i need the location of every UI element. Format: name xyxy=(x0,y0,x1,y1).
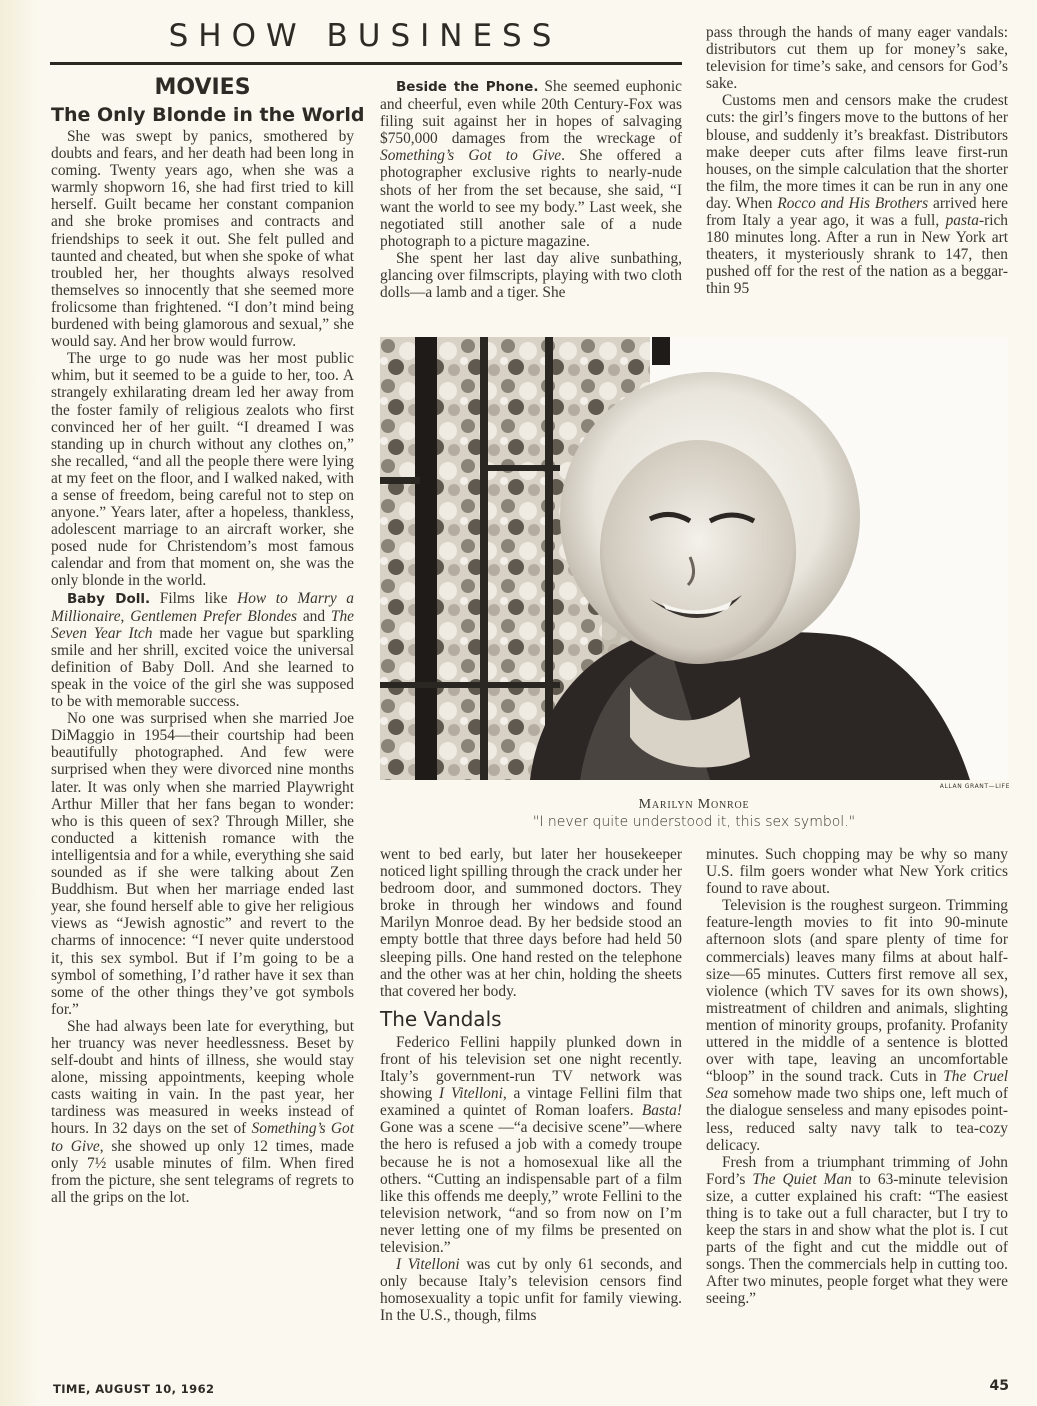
text-run: , she showed up only 12 times, made only 7½ usable minutes of film. When fired from the picture, she sent telegrams of regrets to all the grips on the lot. xyxy=(51,1137,354,1206)
film-title: The Cruel Sea xyxy=(706,1068,1008,1103)
column-3 xyxy=(706,24,1008,298)
paragraph xyxy=(380,1034,682,1256)
text-run: and xyxy=(296,607,331,625)
text-run: Fresh from a triumphant trimming of John Ford’s xyxy=(706,1153,1008,1188)
photo-caption-quote: "I never quite understood it, this sex symbol." xyxy=(532,814,856,830)
column-1 xyxy=(51,128,354,1206)
marilyn-monroe-photo xyxy=(380,337,1008,780)
text-run: arrived here from Italy a year ago, it was a full, xyxy=(706,194,1008,230)
film-title: Something’s Got to Give xyxy=(380,147,562,165)
text-run: , a vintage Fellini film that examined a quintet of Roman loafers. xyxy=(380,1085,682,1120)
film-title: Something’s Got to Give xyxy=(51,1120,354,1155)
film-title: Rocco and His Brothers xyxy=(777,194,929,212)
italic-word: Basta! xyxy=(641,1102,682,1120)
film-title: The Seven Year Itch xyxy=(51,607,354,642)
paragraph xyxy=(380,1256,682,1324)
text-run: , xyxy=(120,607,131,625)
film-title: The Quiet Man xyxy=(752,1170,852,1188)
text-run: was cut by only 61 seconds, and only because Italy’s television censors find homosexuality a topic unfit for family viewing. In the U.S., though, films xyxy=(380,1256,682,1325)
paragraph: pass through the hands of many eager vandals: distributors cut them up for money’s sake, television for time’s sake, and censors for God’s sake. xyxy=(706,24,1008,93)
column-4 xyxy=(380,846,682,1324)
title-rule xyxy=(50,62,682,65)
publication-date-footer: TIME, AUGUST 10, 1962 xyxy=(53,1382,215,1396)
text-run: Customs men and censors make the crudest cuts: the girl’s fingers move to the buttons of her blouse, and suddenly it’s breakfast. Distributors make deeper cuts after films leave first-run houses, on the simple calculation that the shorter the film, the more times it can be run in any one day. When xyxy=(706,92,1008,212)
column-2 xyxy=(380,78,682,301)
department-heading: MOVIES xyxy=(154,75,251,100)
paragraph: She was swept by panics, smothered by doubts and fears, and her death had been long in coming. Twenty years ago, when she was a warmly shopworn 16, she had first tried to kill herself. Guilt became her constant companion and she broke promises and contracts and friendships to seek it out. She felt pulled and taunted and cheated, but when she spoke of what troubled her, her thoughts always resolved themselves so innocently that she seemed more frolicsome than frightened. “I don’t mind being burdened with being glamorous and sexual,” she would say. And her brow would furrow. xyxy=(51,128,354,351)
photo-caption-name: Marilyn Monroe xyxy=(638,797,750,812)
text-run: She had always been late for everything, but her truancy was never heedlessness. Beset by self-doubt and hints of illness, she would stay alone, missing appointments, keeping whole casts waiting in vain. In the past year, her tardiness was measured in weeks instead of hours. In 32 days on the set of xyxy=(51,1017,354,1138)
paragraph xyxy=(706,92,1008,297)
paragraph: minutes. Such chopping may be why so many U.S. film goers wonder what New York critics found to rave about. xyxy=(706,846,1008,898)
text-run: She seemed euphonic and cheerful, even while 20th Century-Fox was filing suit against her in hopes of salvaging $750,000 damages from the wreckage of xyxy=(380,78,682,148)
paragraph: The urge to go nude was her most public whim, but it seemed to be a guide to her, too. A strangely exhilarating dream led her away from the foster family of religious zealots who first convinced her of her guilt. “I dreamed I was standing up in church without any clothes on,” she recalled, “and all the people there were lying at my feet on the floor, and I walked naked, with a sense of freedom, being careful not to step on anyone.” Years later, after a hopeless, thankless, adolescent marriage to an aircraft worker, she posed nude for Christendom’s most famous calendar and from that moment on, she was the only blonde in the world. xyxy=(51,350,354,590)
film-title: Gentlemen Prefer Blondes xyxy=(130,607,297,625)
text-run: . She offered a photographer exclusive rights to nearly-nude shots of her from the set because, she said, “I want the world to see my body.” Last week, she negotiated still another sale of a nude photograph to a picture magazine. xyxy=(380,147,682,250)
paragraph: She spent her last day alive sunbathing, glancing over filmscripts, playing with two cloth dolls—a lamb and a tiger. She xyxy=(380,249,682,302)
text-run: made her vague but sparkling smile and her shrill, excited voice the universal definition of Baby Doll. And she learned to speak in the voice of the girl she was supposed to be with memorable success. xyxy=(51,624,354,711)
text-run: -rich 180 minutes long. After a run in New York art theaters, it mysteriously shrank to 147, then pushed off for the rest of the nation as a beggar-thin 95 xyxy=(706,212,1008,298)
paragraph xyxy=(706,897,1008,1153)
paragraph: No one was surprised when she married Joe DiMaggio in 1954—their courtship had been beautifully photographed. And few were surprised when they were divorced nine months later. It was only when she married Playwright Arthur Miller that her fans began to wonder: who is this queen of sex? Through Miller, she conducted a kittenish romance with the intelligentsia and for a while, everything she said sounded as if she were talking about Zen Buddhism. But when her marriage ended last year, she found herself able to give her religious views as “Jewish agnostic” and revert to the charms of innocence: “I never quite understood it, this sex symbol. But if I’m going to be a symbol of something, I’d rather have it sex than some of the other things they’ve got symbols for.” xyxy=(51,710,354,1018)
film-title: I Vitelloni xyxy=(439,1085,503,1103)
paragraph xyxy=(51,1018,354,1206)
paragraph xyxy=(51,590,354,711)
text-run: to 63-minute television size, a cutter explained his craft: “The easiest thing is to take out a full character, but I try to keep the stars in and show what the plot is. I cut parts of the fight and cut the middle out of songs. Then the commercials help in cutting too. After two minutes, people forget what they were seeing.” xyxy=(706,1170,1008,1308)
subheading-the-vandals: The Vandals xyxy=(380,1006,502,1031)
photo-illustration xyxy=(380,337,1008,780)
section-title: SHOW BUSINESS xyxy=(168,18,562,54)
italic-word: pasta xyxy=(945,212,979,230)
subhead-beside-the-phone: Beside the Phone. xyxy=(396,79,539,95)
text-run: Federico Fellini happily plunked down in front of his television set one night recently. Italy’s government-run TV network was showing xyxy=(380,1033,682,1103)
article-headline: The Only Blonde in the World xyxy=(51,104,365,126)
page-number: 45 xyxy=(989,1378,1009,1394)
column-5 xyxy=(706,846,1008,1308)
paragraph: went to bed early, but later her housekeeper noticed light spilling through the crack under her bedroom door, and summoned doctors. They broke in through her windows and found Marilyn Monroe dead. By her bedside stood an empty bottle that three days before had held 50 sleeping pills. One hand rested on the telephone and the other was at her chin, holding the sheets that covered her body. xyxy=(380,846,682,1000)
text-run: Gone was a scene —“a decisive scene”—where the hero is refused a job with a comedy troupe because he is not a homosexual like all the others. “Cutting an indispensable part of a film like this offends me deeply,” wrote Fellini to the television network, “and so from now on I’m never letting one of my films be presented on television.” xyxy=(380,1119,682,1256)
film-title: I Vitelloni xyxy=(396,1256,460,1274)
page-edge-shading xyxy=(0,0,40,1406)
text-run: somehow made two ships one, left much of the dialogue senseless and many episodes pointless, reduced salty navy talk to tea-cozy delicacy. xyxy=(706,1085,1008,1154)
paragraph xyxy=(380,78,682,250)
film-title: How to Marry a Millionaire xyxy=(51,589,354,625)
text-run: Films like xyxy=(150,589,238,607)
text-run: Television is the roughest surgeon. Trimming feature-length movies to fit into 90-minute afternoon slots (and spare plenty of time for commercials) leaves many films at about half-size—65 minutes. Cutters first remove all sex, violence (which TV saves for its own shows), mistreatment of children and animals, slighting mention of minority groups, profanity. Profanity uttered in the middle of a sentence is blotted over with tape, leaving an uncomfortable “bloop” in the sound track. Cuts in xyxy=(706,897,1008,1086)
photo-credit: ALLAN GRANT—LIFE xyxy=(939,783,1010,790)
subhead-baby-doll: Baby Doll. xyxy=(67,590,151,607)
paragraph xyxy=(706,1154,1008,1308)
